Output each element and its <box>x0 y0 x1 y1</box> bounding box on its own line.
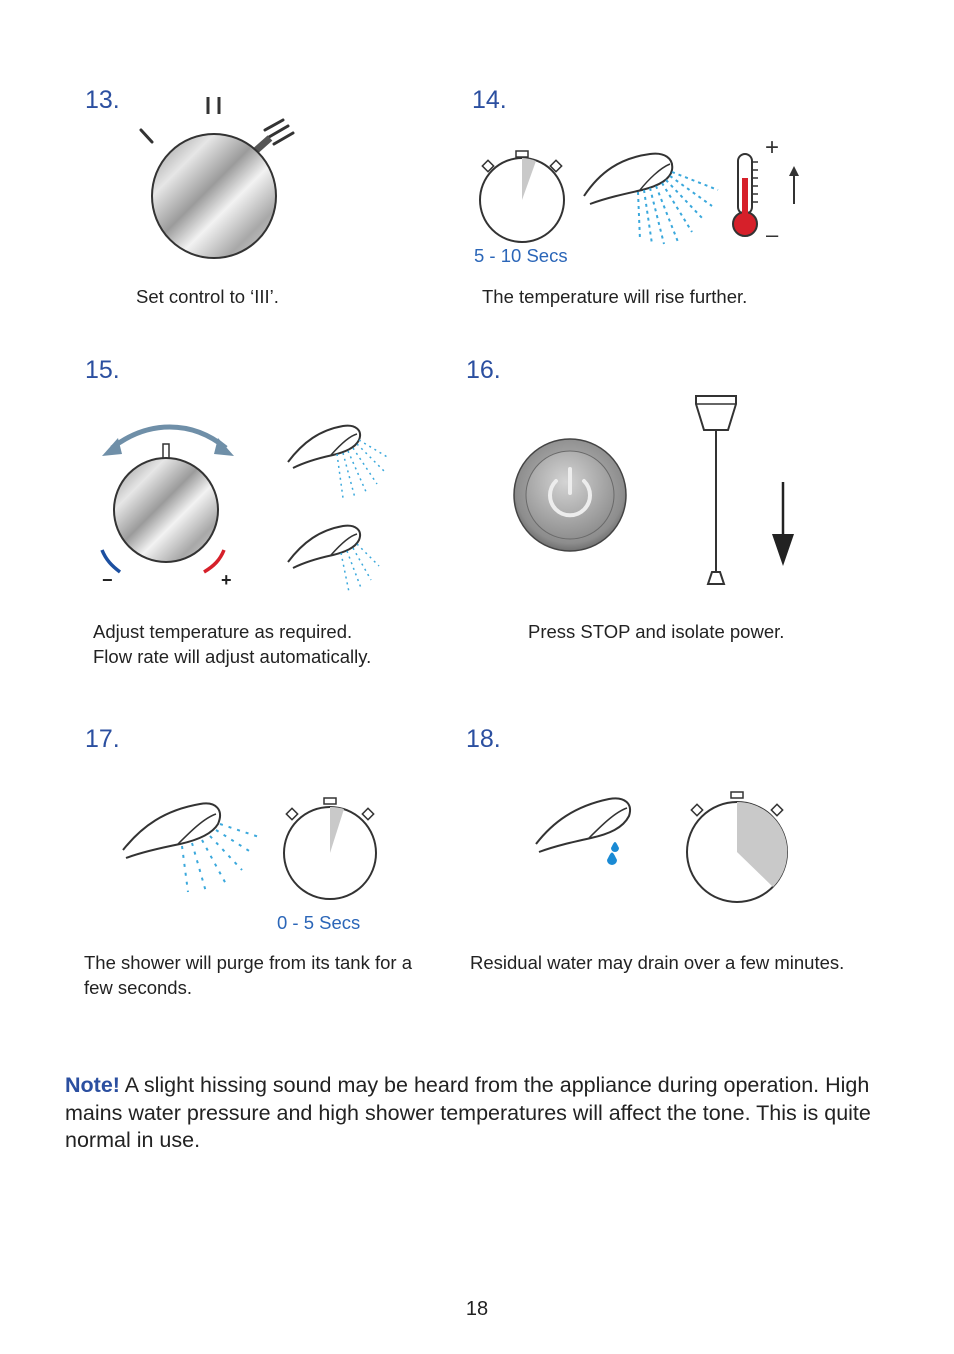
stopwatch-drain-icon <box>683 790 791 904</box>
dial-knob <box>152 134 276 258</box>
stop-button-illustration <box>512 437 628 553</box>
step-18-caption: Residual water may drain over a few minutes. <box>470 952 845 973</box>
water-drop <box>607 853 617 866</box>
step-17-number: 17. <box>85 725 120 753</box>
minus-label: − <box>102 570 113 590</box>
dial-mark-1 <box>141 130 152 142</box>
step-13-caption: Set control to ‘III’. <box>136 286 279 307</box>
thermometer-minus: – <box>766 222 779 247</box>
timer-label: 5 - 10 Secs <box>474 245 568 266</box>
hot-marker <box>204 550 224 572</box>
step-15-number: 15. <box>85 356 120 384</box>
step-16-caption: Press STOP and isolate power. <box>528 621 785 642</box>
stopwatch-icon <box>476 148 568 244</box>
control-dial-illustration <box>130 92 310 267</box>
stopwatch-purge-icon <box>280 796 380 902</box>
plus-label: + <box>221 570 232 590</box>
shower-head-drip-icon <box>533 794 653 874</box>
step-16-number: 16. <box>466 356 501 384</box>
page-number: 18 <box>465 1298 489 1320</box>
cold-marker <box>102 550 120 572</box>
note-paragraph <box>65 1072 895 1155</box>
pull-cord-switch-illustration <box>690 394 800 590</box>
step-13-number: 13. <box>85 86 120 114</box>
dial-mark-2 <box>208 97 219 114</box>
step-17-caption: The shower will purge from its tank for a few seconds. <box>84 952 412 998</box>
arrow-up-icon <box>786 166 802 206</box>
thermometer-icon <box>728 148 768 240</box>
temperature-knob <box>114 458 218 562</box>
note-label: Note! <box>65 1073 120 1097</box>
step-15-caption: Adjust temperature as required. Flow rate will adjust automatically. <box>93 621 372 667</box>
note-text: A slight hissing sound may be heard from the appliance during operation. High mains water pressure and high shower temperatures will affect the tone. This is quite normal in use. <box>65 1073 871 1152</box>
step-14-number: 14. <box>472 86 507 114</box>
temperature-dial-illustration <box>98 420 238 580</box>
timer-label: 0 - 5 Secs <box>277 912 361 933</box>
shower-head-high-flow-icon <box>285 422 395 502</box>
water-drop <box>611 842 619 852</box>
step-14-caption: The temperature will rise further. <box>482 286 748 307</box>
shower-head-low-flow-icon <box>285 522 395 602</box>
step-18-number: 18. <box>466 725 501 753</box>
shower-head-purge-icon <box>120 800 270 900</box>
shower-head-icon <box>580 150 725 250</box>
thermometer-plus: + <box>765 134 780 161</box>
